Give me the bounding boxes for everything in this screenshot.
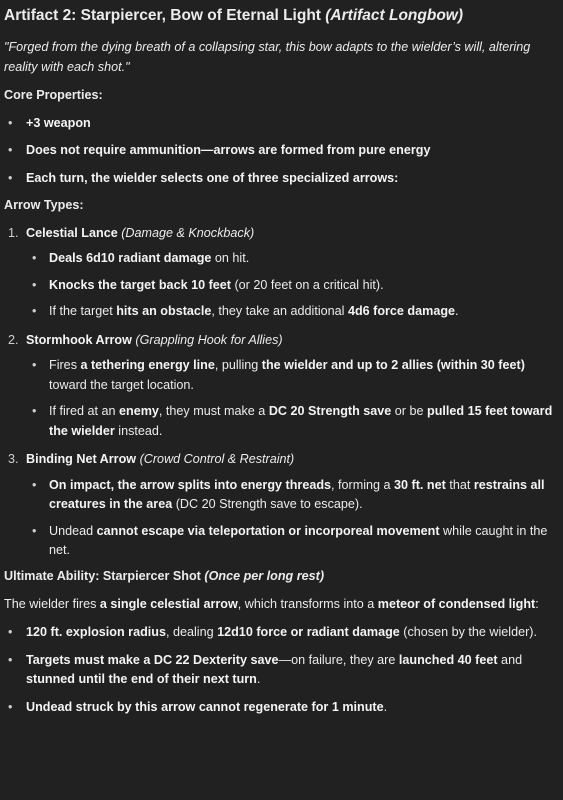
arrow-binding-net: 3. Binding Net Arrow (Crowd Control & Restraint) • On impact, the arrow splits into energy threads, forming a 30 ft. net that restrains all creatures in the area (DC 20 Strength save to escape). • Undead cannot escape via teleportation or incorporeal movement while caught in the net.: [4, 450, 557, 561]
ultimate-list: [4, 623, 557, 717]
arrow-types-heading: Arrow Types:: [4, 198, 84, 213]
list-item: • +3 weapon: [4, 114, 557, 134]
list-item: • Knocks the target back 10 feet (or 20 feet on a critical hit).: [26, 276, 557, 296]
ultimate-heading: Ultimate Ability: Starpiercer Shot (Once per long rest): [4, 569, 325, 583]
list-item: • Fires a tethering energy line, pulling the wielder and up to 2 allies (within 30 feet) toward the target location.: [26, 356, 557, 395]
core-heading: Core Properties:: [4, 88, 103, 103]
flavor-quote: "Forged from the dying breath of a collapsing star, this bow adapts to the wielder’s will, altering reality with each shot.": [4, 39, 531, 75]
title-main: Artifact 2: Starpiercer, Bow of Eternal Light: [4, 7, 321, 24]
list-item: • On impact, the arrow splits into energy threads, forming a 30 ft. net that restrains all creatures in the area (DC 20 Strength save to escape).: [26, 476, 557, 515]
core-list: [4, 114, 557, 189]
arrow-celestial-lance: 1. Celestial Lance (Damage & Knockback) • Deals 6d10 radiant damage on hit. • Knocks the target back 10 feet (or 20 feet on a critical hit). • If the target hits an obstacle, they take an additional 4d6 force damage.: [4, 224, 557, 322]
arrow-stormhook: 2. Stormhook Arrow (Grappling Hook for Allies) • Fires a tethering energy line, pulling the wielder and up to 2 allies (within 30 feet) toward the target location. • If fired at an enemy, they must make a DC 20 Strength save or be pulled 15 feet toward the wielder instead.: [4, 331, 557, 442]
list-item: • 120 ft. explosion radius, dealing 12d10 force or radiant damage (chosen by the wielder).: [4, 623, 557, 643]
list-item: • Undead struck by this arrow cannot regenerate for 1 minute.: [4, 698, 557, 718]
arrow-types-list: [4, 224, 557, 561]
list-item: • Deals 6d10 radiant damage on hit.: [26, 249, 557, 269]
list-item: • If fired at an enemy, they must make a DC 20 Strength save or be pulled 15 feet toward the wielder instead.: [26, 402, 557, 441]
ultimate-intro: The wielder fires a single celestial arrow, which transforms into a meteor of condensed light:: [4, 596, 539, 611]
list-item: • Does not require ammunition—arrows are formed from pure energy: [4, 141, 557, 161]
title-subtype: (Artifact Longbow): [325, 7, 464, 24]
list-item: • Targets must make a DC 22 Dexterity save—on failure, they are launched 40 feet and stunned until the end of their next turn.: [4, 651, 557, 690]
list-item: • If the target hits an obstacle, they take an additional 4d6 force damage.: [26, 302, 557, 322]
list-item: • Undead cannot escape via teleportation or incorporeal movement while caught in the net.: [26, 522, 557, 561]
list-item: • Each turn, the wielder selects one of three specialized arrows:: [4, 169, 557, 189]
artifact-title: [4, 6, 557, 27]
